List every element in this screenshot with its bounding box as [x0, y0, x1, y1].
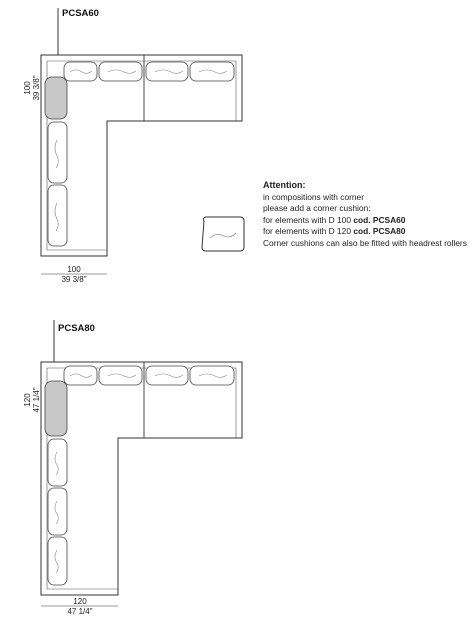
back-cushion [48, 122, 67, 183]
note-line: please add a corner cushion: [263, 203, 371, 214]
back-cushion [48, 488, 67, 535]
depth-dimension [23, 362, 41, 438]
corner-cushion [45, 381, 67, 436]
corner-cushion [45, 77, 67, 119]
code-label-pcsa80: PCSA80 [58, 323, 95, 334]
note-line: in compositions with corner [263, 191, 365, 202]
width-dimension [41, 597, 118, 616]
back-cushions-top [64, 366, 234, 385]
width-dimension [41, 265, 107, 284]
sofa-outline [41, 362, 242, 595]
sofa-plan-pcsa80 [23, 320, 242, 616]
back-cushions-top [64, 62, 234, 81]
width-in-label: 39 3/8" [61, 275, 87, 284]
note-line: Corner cushions can also be fitted with headrest rollers [263, 237, 467, 248]
back-cushion [48, 185, 67, 246]
back-cushion [64, 62, 97, 81]
depth-cm-label: 120 [23, 393, 32, 407]
width-in-label: 47 1/4" [67, 607, 93, 616]
note-code: cod. PCSA80 [353, 226, 406, 237]
back-cushion [48, 439, 67, 486]
note-code: cod. PCSA60 [353, 214, 406, 225]
back-cushion [190, 366, 234, 385]
depth-cm-label: 100 [23, 81, 32, 95]
back-cushions-left [48, 439, 67, 585]
note-line-text: for elements with D 100 [263, 214, 351, 225]
width-cm-label: 120 [73, 597, 87, 606]
width-cm-label: 100 [67, 265, 81, 274]
code-label-pcsa60: PCSA60 [62, 8, 99, 19]
depth-in-label: 39 3/8" [32, 75, 41, 101]
note-heading: Attention: [263, 180, 306, 190]
note-line-text: for elements with D 120 [263, 226, 351, 237]
note-line-d120 [263, 226, 473, 238]
note-line-d100 [263, 215, 473, 227]
depth-dimension [23, 55, 41, 121]
back-cushion [190, 62, 234, 81]
attention-note [263, 180, 473, 250]
corner-cushion-illustration [202, 217, 244, 251]
back-cushion [64, 366, 97, 385]
depth-in-label: 47 1/4" [32, 387, 41, 413]
back-cushion [48, 537, 67, 585]
